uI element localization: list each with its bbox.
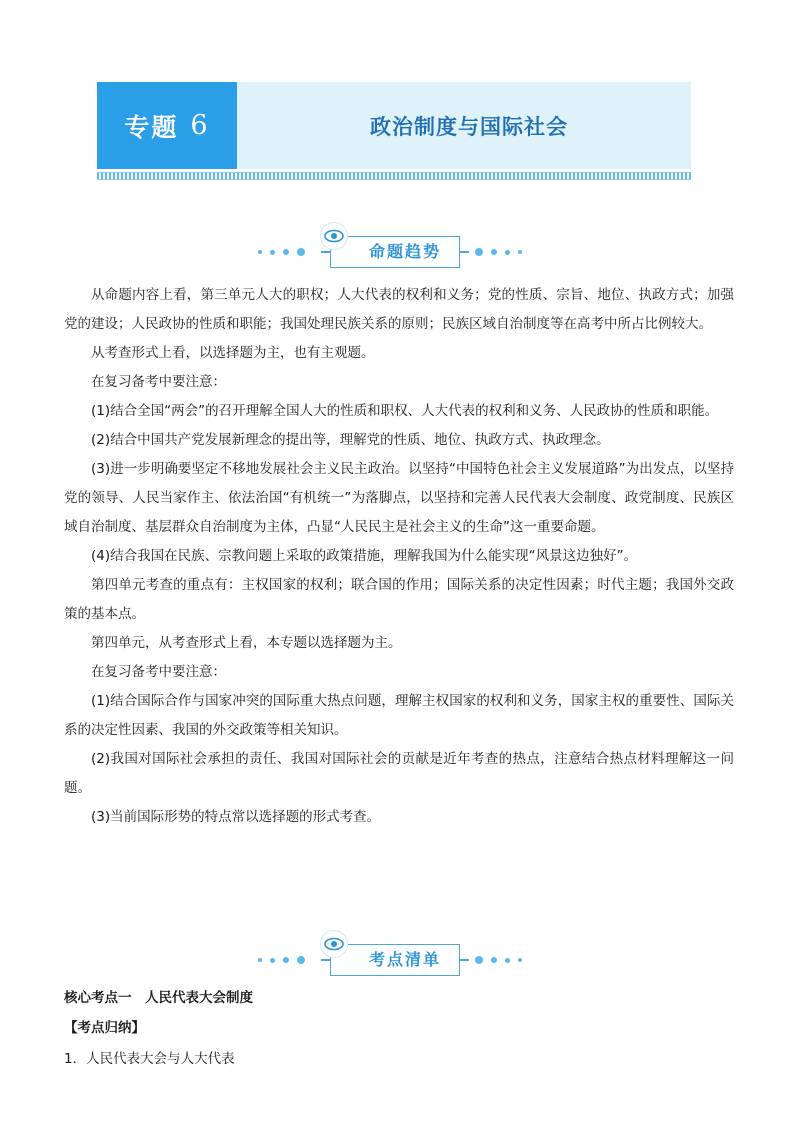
decorative-dots-right [475,956,522,964]
section-badge [330,236,460,268]
eye-icon [320,930,348,958]
section-badge [330,944,460,976]
paragraph: 第四单元，从考查形式上看，本专题以选择题为主。 [91,635,402,651]
paragraph: (2)结合中国共产党发展新理念的提出等，理解党的性质、地位、执政方式、执政理念。 [91,432,610,448]
paragraph: (2)我国对国际社会承担的责任、我国对国际社会的贡献是近年考查的热点，注意结合热点材料理解这一问题。 [64,751,734,796]
decorative-dots-right [475,248,522,256]
topic-banner [97,82,691,169]
decorative-dots-left [258,248,305,256]
topic-label: 专题 [124,112,179,142]
paragraph: 第四单元考查的重点有：主权国家的权利；联合国的作用；国际关系的决定性因素；时代主题；我国外交政策的基本点。 [64,577,734,622]
core-point-heading: 核心考点一 人民代表大会制度 [64,990,253,1006]
paragraph: (1)结合国际合作与国家冲突的国际重大热点问题，理解主权国家的权利和义务，国家主权的重要性、国际关系的决定性因素、我国的外交政策等相关知识。 [64,693,734,738]
paragraph: (4)结合我国在民族、宗教问题上采取的政策措施，理解我国为什么能实现“风景这边独好”。 [91,548,638,564]
topic-label-block [97,82,237,169]
paragraph: 从考查形式上看，以选择题为主，也有主观题。 [91,345,375,361]
paragraph: 从命题内容上看，第三单元人大的职权；人大代表的权利和义务；党的性质、宗旨、地位、执政方式；加强党的建设；人民政协的性质和职能；我国处理民族关系的原则；民族区域自治制度等在高考中所占比例较大。 [64,287,734,332]
paragraph: (1)结合全国“两会”的召开理解全国人大的性质和职权、人大代表的权利和义务、人民政协的性质和职能。 [91,403,719,419]
topic-number: 6 [190,110,210,141]
decorative-dots-left [258,956,305,964]
section-title-trend: 命题趋势 [368,242,441,261]
section-title-checklist: 考点清单 [368,950,441,969]
section-header-trend [250,222,544,272]
trend-content [64,281,734,832]
banner-divider [97,172,691,180]
eye-icon [320,222,348,250]
page-title: 政治制度与国际社会 [370,113,568,139]
paragraph: 在复习备考中要注意： [91,664,226,680]
paragraph: (3)进一步明确要坚定不移地发展社会主义民主政治。以坚持“中国特色社会主义发展道路”为出发点，以坚持党的领导、人民当家作主、依法治国“有机统一”为落脚点，以坚持和完善人民代表大会制度、政党制度、民族区域自治制度、基层群众自治制度为主体，凸显“人民民主是社会主义的生命”这一重要命题。 [64,461,734,535]
section-header-checklist [250,930,544,980]
paragraph: (3)当前国际形势的特点常以选择题的形式考查。 [91,809,381,825]
list-item: 1．人民代表大会与人大代表 [64,1051,235,1067]
paragraph: 在复习备考中要注意： [91,374,226,390]
summary-label: 【考点归纳】 [64,1020,145,1036]
